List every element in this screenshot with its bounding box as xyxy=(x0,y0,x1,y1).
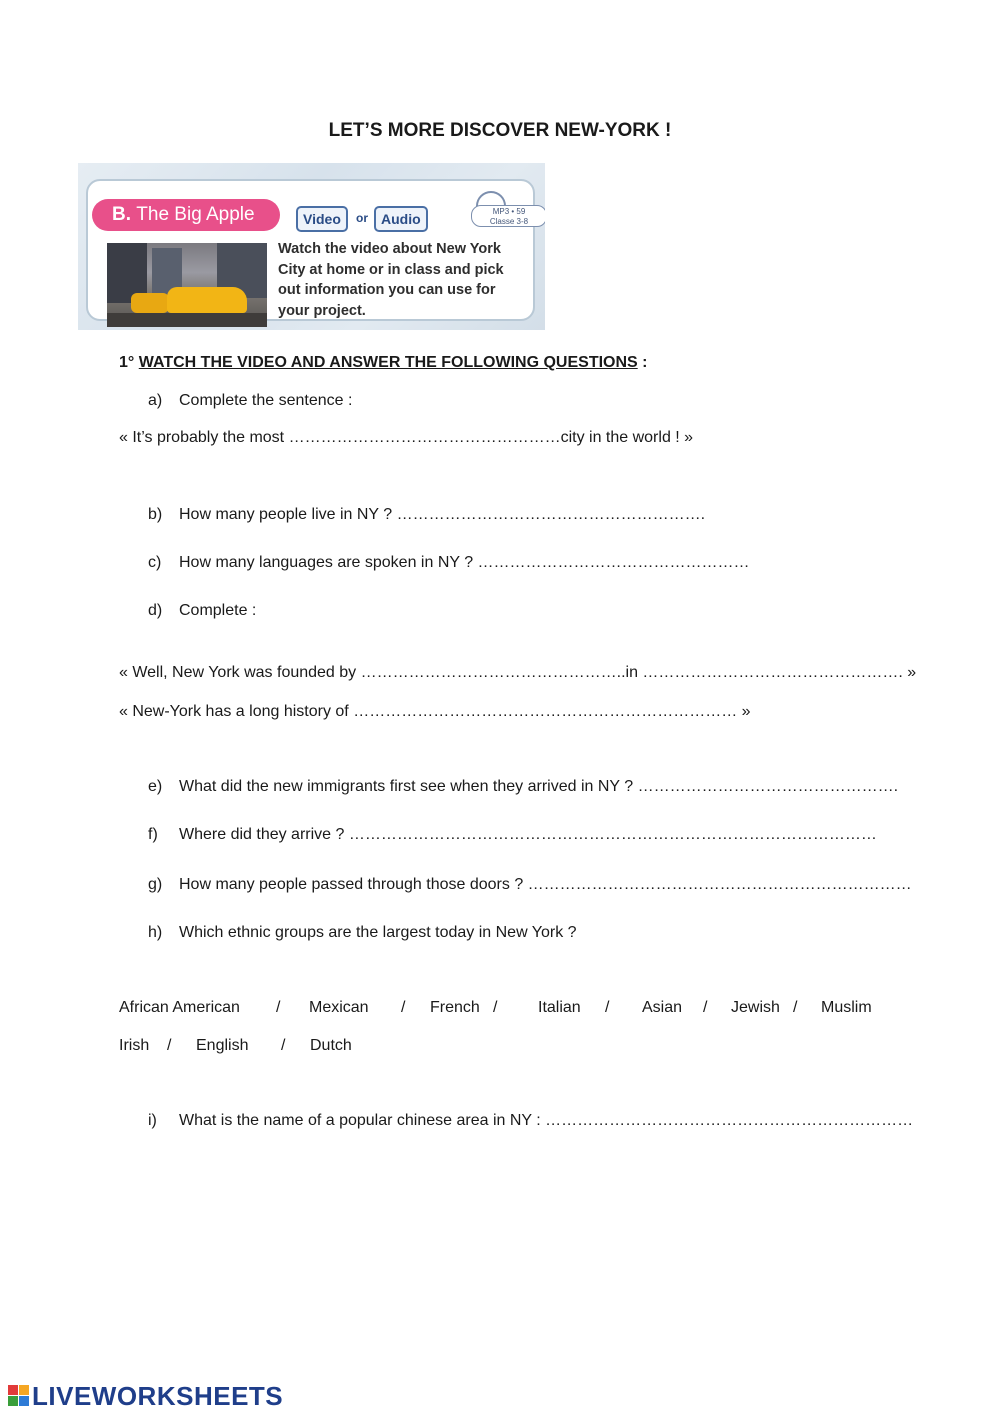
question-g-marker: g) xyxy=(148,876,163,893)
or-label: or xyxy=(356,211,368,225)
ethnic-option[interactable]: French xyxy=(430,999,480,1016)
separator: / xyxy=(605,999,610,1016)
audio-badge: Audio xyxy=(374,206,428,232)
clipping-card xyxy=(86,179,535,321)
section-heading xyxy=(119,354,647,372)
page-title: LET’S MORE DISCOVER NEW-YORK ! xyxy=(328,120,672,141)
taxi-icon xyxy=(131,293,169,313)
section-title: The Big Apple xyxy=(136,204,255,225)
separator: / xyxy=(167,1037,172,1054)
question-d-sentence-1[interactable]: « Well, New York was founded by …………………………………………..in …………………………………………. » xyxy=(119,664,917,681)
question-g-text[interactable]: How many people passed through those doors ? ……………………………………………………………… xyxy=(179,876,912,893)
separator: / xyxy=(276,999,281,1016)
mp3-badge xyxy=(471,205,545,227)
question-h-marker: h) xyxy=(148,924,163,941)
question-a-text: Complete the sentence : xyxy=(179,392,353,409)
taxi-icon xyxy=(167,287,247,313)
question-d-marker: d) xyxy=(148,602,163,619)
logo-grid-icon xyxy=(8,1385,30,1407)
question-a-sentence[interactable]: « It’s probably the most ……………………………………………city in the world ! » xyxy=(119,429,694,446)
question-f-marker: f) xyxy=(148,826,158,843)
separator: / xyxy=(401,999,406,1016)
question-i-marker: i) xyxy=(148,1112,157,1129)
ethnic-option[interactable]: Asian xyxy=(642,999,683,1016)
separator: / xyxy=(493,999,498,1016)
video-badge: Video xyxy=(296,206,348,232)
times-square-photo xyxy=(107,243,267,327)
ethnic-option[interactable]: English xyxy=(196,1037,249,1054)
question-a-marker: a) xyxy=(148,392,163,409)
ethnic-option[interactable]: Irish xyxy=(119,1037,150,1054)
ethnic-option[interactable]: Mexican xyxy=(309,999,369,1016)
heading-suffix: : xyxy=(642,354,648,371)
separator: / xyxy=(793,999,798,1016)
question-d-sentence-2[interactable]: « New-York has a long history of ……………………………………………………………… » xyxy=(119,703,751,720)
ethnic-option[interactable]: Italian xyxy=(538,999,581,1016)
question-b-text[interactable]: How many people live in NY ? …………………………………………………. xyxy=(179,506,706,523)
ethnic-option[interactable]: African American xyxy=(119,999,240,1016)
section-pill xyxy=(92,199,280,231)
question-c-text[interactable]: How many languages are spoken in NY ? …………………………………………… xyxy=(179,554,750,571)
clipping-description: Watch the video about New York City at home or in class and pick out information you can use for your project. xyxy=(278,241,504,319)
question-e-marker: e) xyxy=(148,778,163,795)
question-f-text[interactable]: Where did they arrive ? ……………………………………………………………………………………… xyxy=(179,826,877,843)
textbook-clipping xyxy=(78,163,545,330)
question-b-marker: b) xyxy=(148,506,163,523)
mp3-line1: MP3 • 59 xyxy=(492,207,526,216)
question-c-marker: c) xyxy=(148,554,162,571)
question-i-text[interactable]: What is the name of a popular chinese area in NY : …………………………………………………………… xyxy=(179,1112,914,1129)
separator: / xyxy=(703,999,708,1016)
logo-text: LIVEWORKSHEETS xyxy=(32,1381,284,1411)
question-h-text: Which ethnic groups are the largest today in New York ? xyxy=(179,924,577,941)
ethnic-option[interactable]: Jewish xyxy=(731,999,780,1016)
mp3-line2: Classe 3-8 xyxy=(489,217,529,226)
separator: / xyxy=(281,1037,286,1054)
ethnic-option[interactable]: Dutch xyxy=(310,1037,352,1054)
heading-number: 1° xyxy=(119,354,135,371)
section-letter: B. xyxy=(112,204,131,225)
question-d-text: Complete : xyxy=(179,602,257,619)
heading-text: WATCH THE VIDEO AND ANSWER THE FOLLOWING QUESTIONS xyxy=(138,354,638,371)
ethnic-option[interactable]: Muslim xyxy=(821,999,872,1016)
question-e-text[interactable]: What did the new immigrants first see when they arrived in NY ? …………………………………………. xyxy=(179,778,899,795)
